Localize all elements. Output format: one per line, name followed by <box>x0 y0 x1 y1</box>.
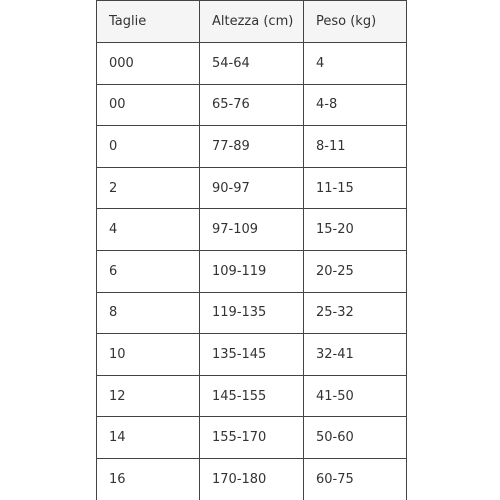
cell-height: 109-119 <box>200 250 304 292</box>
cell-weight: 20-25 <box>304 250 407 292</box>
table-row <box>97 209 407 251</box>
table-row <box>97 375 407 417</box>
cell-size: 8 <box>97 292 200 334</box>
cell-height: 155-170 <box>200 417 304 459</box>
table-row <box>97 417 407 459</box>
cell-weight: 50-60 <box>304 417 407 459</box>
cell-weight: 4 <box>304 43 407 85</box>
cell-weight: 32-41 <box>304 334 407 376</box>
cell-size: 2 <box>97 167 200 209</box>
cell-size: 000 <box>97 43 200 85</box>
cell-weight: 11-15 <box>304 167 407 209</box>
cell-height: 97-109 <box>200 209 304 251</box>
cell-size: 16 <box>97 458 200 500</box>
table-header-row <box>97 1 407 43</box>
cell-size: 10 <box>97 334 200 376</box>
table-row <box>97 126 407 168</box>
cell-height: 145-155 <box>200 375 304 417</box>
header-size: Taglie <box>97 1 200 43</box>
cell-height: 90-97 <box>200 167 304 209</box>
table-body <box>97 43 407 500</box>
cell-size: 6 <box>97 250 200 292</box>
cell-height: 54-64 <box>200 43 304 85</box>
table-row <box>97 84 407 126</box>
cell-size: 4 <box>97 209 200 251</box>
header-height: Altezza (cm) <box>200 1 304 43</box>
table-row <box>97 334 407 376</box>
table-row <box>97 43 407 85</box>
table-row <box>97 292 407 334</box>
cell-weight: 4-8 <box>304 84 407 126</box>
table-row <box>97 167 407 209</box>
table-row <box>97 250 407 292</box>
cell-weight: 25-32 <box>304 292 407 334</box>
header-weight: Peso (kg) <box>304 1 407 43</box>
cell-size: 14 <box>97 417 200 459</box>
cell-weight: 41-50 <box>304 375 407 417</box>
cell-height: 65-76 <box>200 84 304 126</box>
cell-weight: 15-20 <box>304 209 407 251</box>
cell-height: 135-145 <box>200 334 304 376</box>
cell-weight: 60-75 <box>304 458 407 500</box>
cell-height: 77-89 <box>200 126 304 168</box>
table-row <box>97 458 407 500</box>
cell-height: 170-180 <box>200 458 304 500</box>
size-table <box>96 0 407 500</box>
cell-weight: 8-11 <box>304 126 407 168</box>
cell-size: 0 <box>97 126 200 168</box>
cell-size: 12 <box>97 375 200 417</box>
cell-size: 00 <box>97 84 200 126</box>
cell-height: 119-135 <box>200 292 304 334</box>
